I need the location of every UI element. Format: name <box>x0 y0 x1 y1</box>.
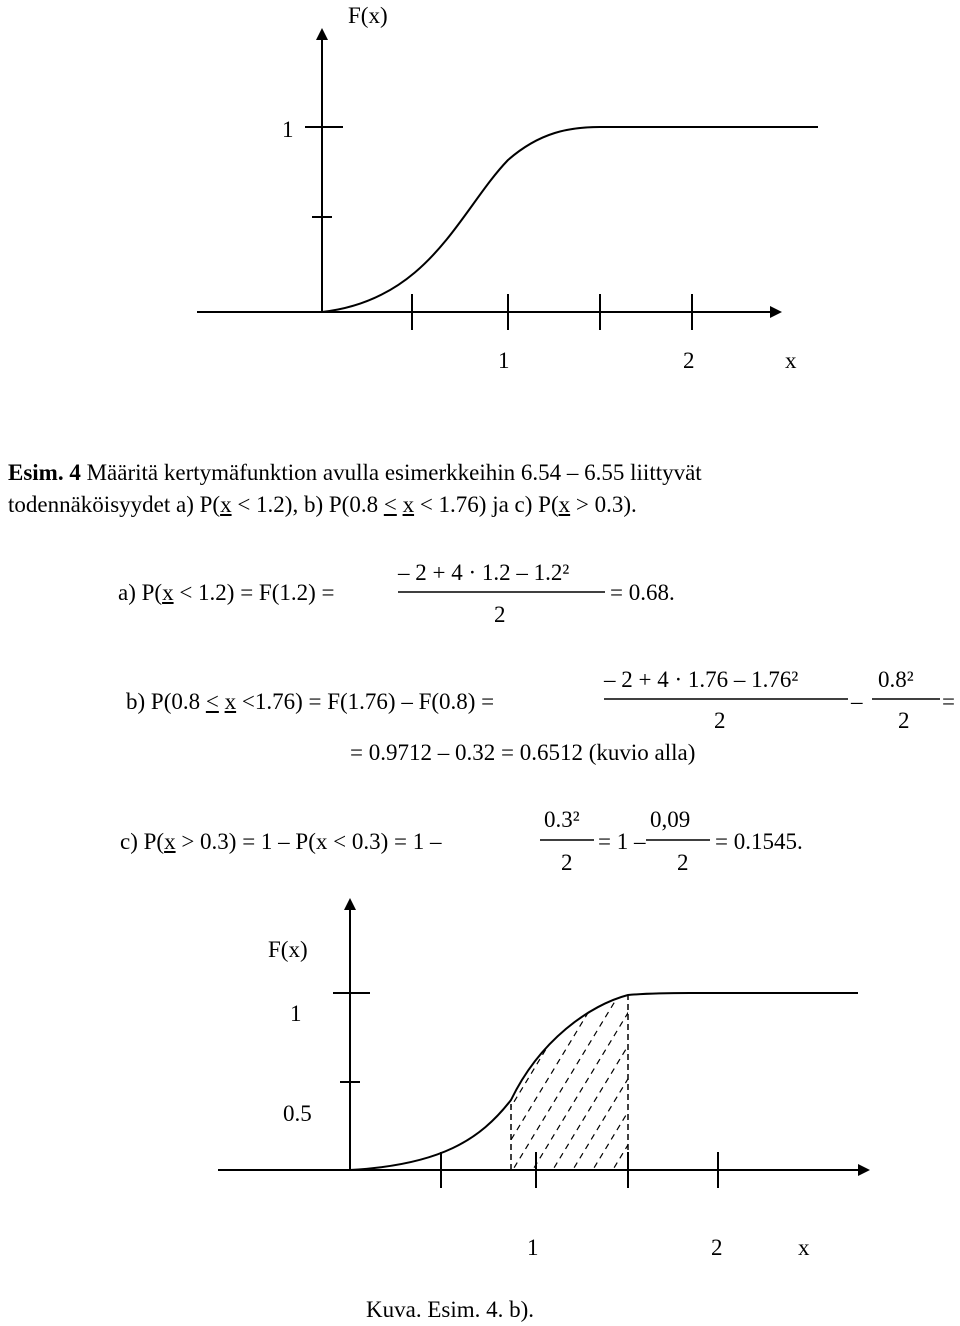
part-a-result: = 0.68. <box>610 580 675 605</box>
part-b-lhs: b) P(0.8 < x <1.76) = F(1.76) – F(0.8) = <box>126 689 495 714</box>
part-c-numerator-2: 0,09 <box>650 807 691 832</box>
part-b-equals: = <box>942 689 955 714</box>
graph-2-x-tick-label-2: 2 <box>711 1235 723 1260</box>
part-b-denominator-1: 2 <box>714 708 726 733</box>
part-c-numerator-1: 0.3² <box>544 807 580 832</box>
part-b-numerator-1: – 2 + 4 · 1.76 – 1.76² <box>604 667 799 692</box>
part-b-numerator-2: 0.8² <box>878 667 914 692</box>
graph-2-y-label: F(x) <box>268 937 308 962</box>
graph-2-y-tick-label-1: 1 <box>290 1001 302 1026</box>
example-heading: Esim. 4 <box>8 460 81 485</box>
graph-2-x-arrow <box>858 1164 870 1176</box>
problem-line-2: todennäköisyydet a) P(x < 1.2), b) P(0.8 < x < 1.76) ja c) P(x > 0.3). <box>8 492 637 517</box>
part-b-line-2: = 0.9712 – 0.32 = 0.6512 (kuvio alla) <box>350 740 696 765</box>
part-a-denominator: 2 <box>494 602 506 627</box>
graph-1-x-tick-label-1: 1 <box>498 348 510 373</box>
part-a-lhs: a) P(x < 1.2) = F(1.2) = <box>118 580 335 605</box>
graph-2-x-tick-label-1: 1 <box>527 1235 539 1260</box>
part-b-denominator-2: 2 <box>898 708 910 733</box>
graph-1-x-label: x <box>785 348 797 373</box>
graph-2-cdf-curve <box>350 993 858 1170</box>
graph-2-y-tick-label-05: 0.5 <box>283 1101 312 1126</box>
part-c-result: = 0.1545. <box>715 829 803 854</box>
figure-caption: Kuva. Esim. 4. b). <box>366 1297 535 1322</box>
graph-1-y-label: F(x) <box>348 3 388 28</box>
graph-2-x-label: x <box>798 1235 810 1260</box>
graph-1-x-tick-label-2: 2 <box>683 348 695 373</box>
part-c-denominator-2: 2 <box>677 850 689 875</box>
part-c-mid: = 1 – <box>598 829 646 854</box>
part-c-lhs: c) P(x > 0.3) = 1 – P(x < 0.3) = 1 – <box>120 829 442 854</box>
part-a-numerator: – 2 + 4 · 1.2 – 1.2² <box>398 560 570 585</box>
graph-1-y-tick-label-1: 1 <box>282 117 294 142</box>
part-b-minus: – <box>851 689 863 714</box>
part-c-denominator-1: 2 <box>561 850 573 875</box>
graph-2-y-arrow <box>344 898 356 910</box>
problem-line-1: Esim. 4 Määritä kertymäfunktion avulla esimerkkeihin 6.54 – 6.55 liittyvät <box>8 460 702 485</box>
